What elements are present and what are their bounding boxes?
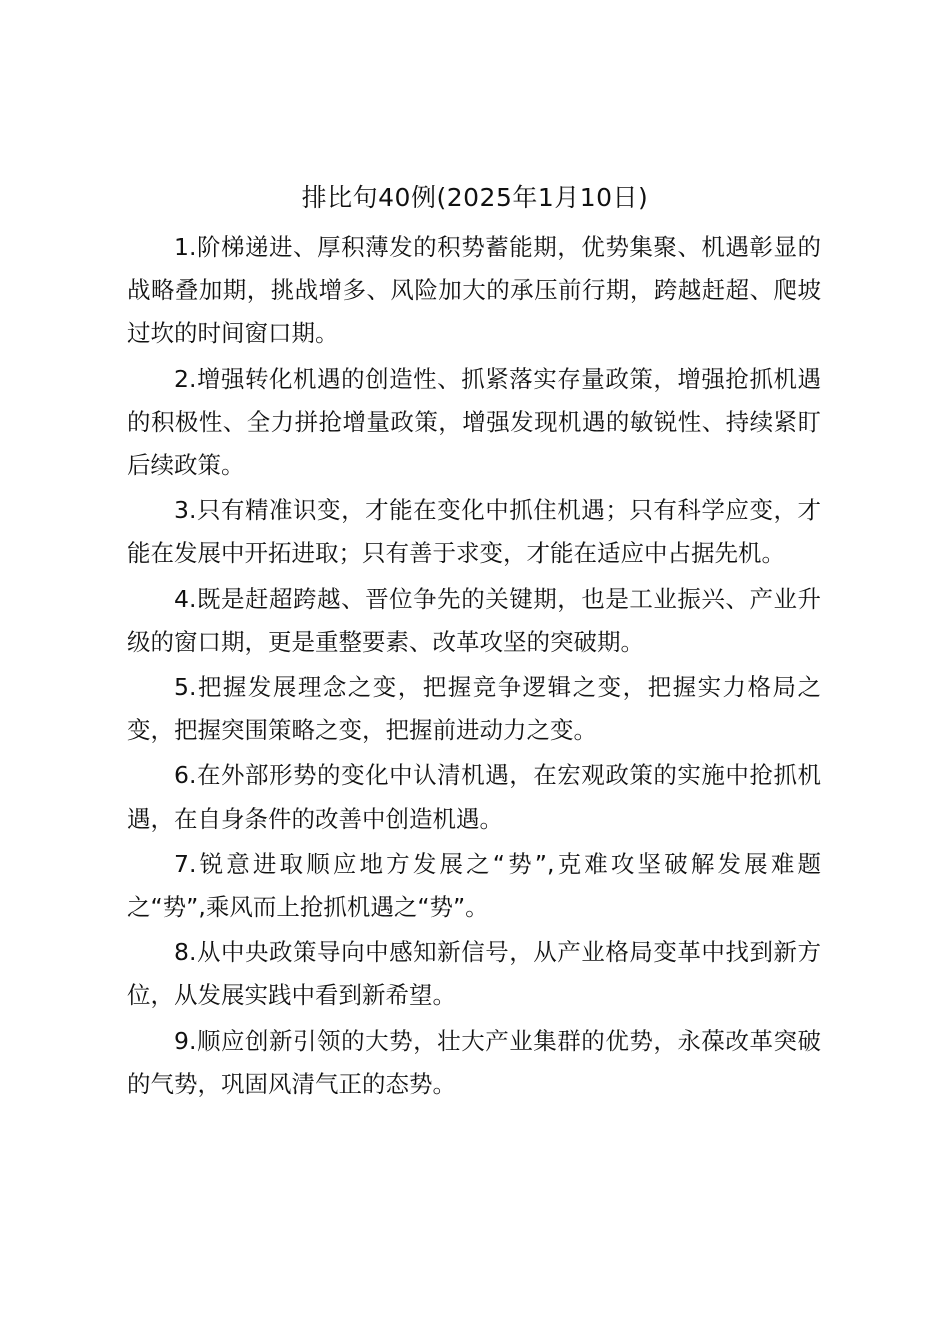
document-body — [127, 226, 821, 1108]
paragraph-6: 6.在外部形势的变化中认清机遇，在宏观政策的实施中抢抓机遇，在自身条件的改善中创造机遇。 — [127, 761, 821, 833]
paragraph-1: 1.阶梯递进、厚积薄发的积势蓄能期，优势集聚、机遇彰显的战略叠加期，挑战增多、风险加大的承压前行期，跨越赶超、爬坡过坎的时间窗口期。 — [127, 233, 821, 348]
paragraph-3: 3.只有精准识变，才能在变化中抓住机遇；只有科学应变，才能在发展中开拓进取；只有善于求变，才能在适应中占据先机。 — [127, 496, 821, 568]
paragraph-2: 2.增强转化机遇的创造性、抓紧落实存量政策，增强抢抓机遇的积极性、全力拼抢增量政策，增强发现机遇的敏锐性、持续紧盯后续政策。 — [127, 364, 821, 480]
paragraph-9: 9.顺应创新引领的大势，壮大产业集群的优势，永葆改革突破的气势，巩固风清气正的态势。 — [127, 1026, 821, 1098]
paragraph-4: 4.既是赶超跨越、晋位争先的关键期，也是工业振兴、产业升级的窗口期，更是重整要素、改革攻坚的突破期。 — [127, 584, 821, 656]
paragraph-5: 5.把握发展理念之变，把握竞争逻辑之变，把握实力格局之变，把握突围策略之变，把握前进动力之变。 — [127, 673, 821, 745]
paragraph-8: 8.从中央政策导向中感知新信号，从产业格局变革中找到新方位，从发展实践中看到新希望。 — [127, 938, 821, 1010]
paragraph-7: 7.锐意进取顺应地方发展之“势”,克难攻坚破解发展难题之“势”,乘风而上抢抓机遇之“势”。 — [127, 849, 821, 922]
document-title: 排比句40例(2025年1月10日) — [301, 183, 649, 212]
